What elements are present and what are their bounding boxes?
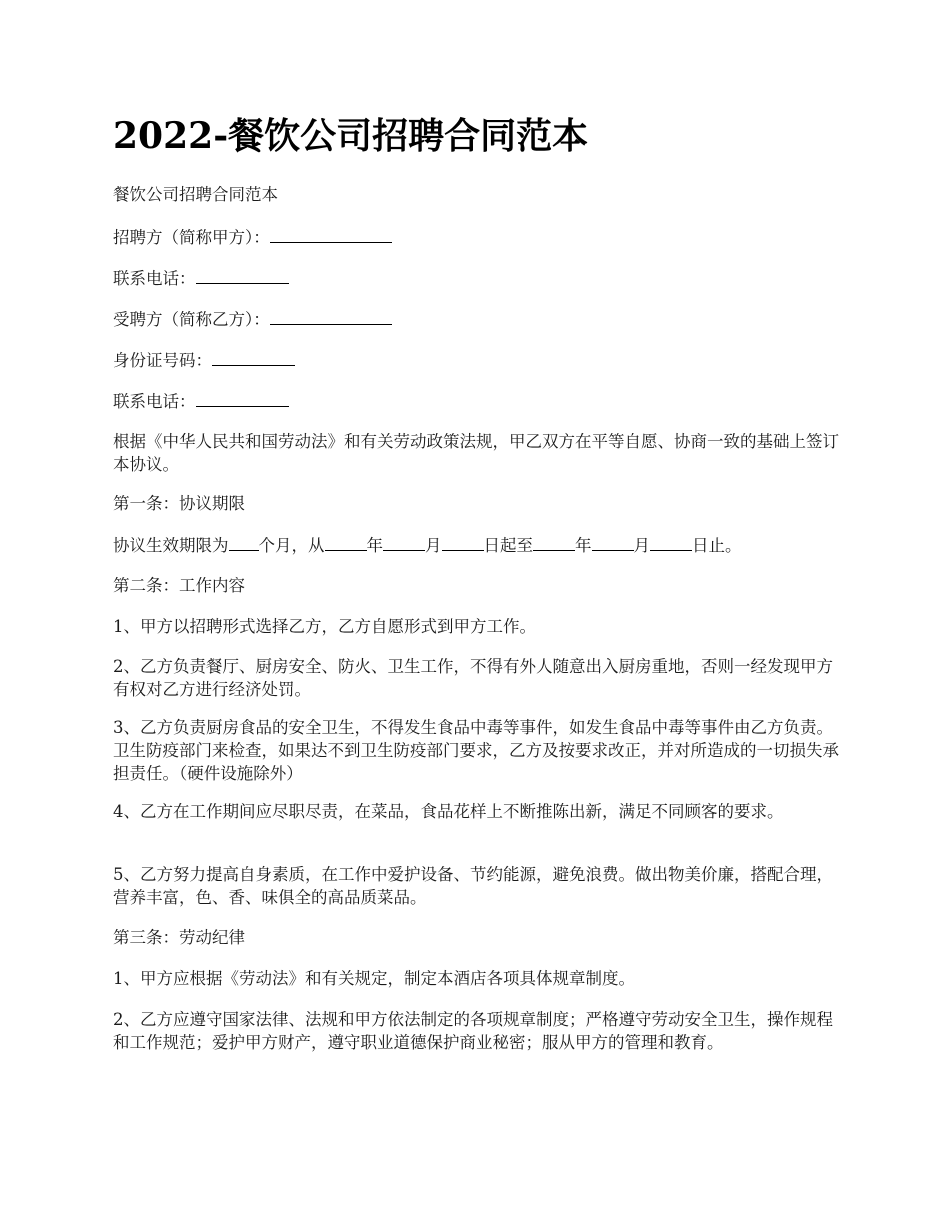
employee-phone-field (113, 389, 843, 413)
article2-item: 4、乙方在工作期间应尽职尽责，在菜品，食品花样上不断推陈出新，满足不同顾客的要求。 (113, 802, 784, 821)
term-text-part: 日止。 (692, 536, 742, 555)
article2-heading: 第二条：工作内容 (113, 576, 245, 595)
employee-field (113, 307, 843, 331)
term-text-part: 年 (575, 536, 592, 555)
end-day-blank (650, 533, 692, 551)
employer-label: 招聘方（简称甲方）： (113, 228, 270, 247)
term-text-part: 协议生效期限为 (113, 536, 229, 555)
term-text-part: 月 (633, 536, 650, 555)
article2-item: 2、乙方负责餐厅、厨房安全、防火、卫生工作，不得有外人随意出入厨房重地，否则一经发现甲方有权对乙方进行经济处罚。 (113, 657, 833, 699)
employer-blank (270, 225, 392, 243)
start-month-blank (383, 533, 425, 551)
term-text-part: 年 (366, 536, 383, 555)
start-year-blank (325, 533, 367, 551)
intro-paragraph: 根据《中华人民共和国劳动法》和有关劳动政策法规，甲乙双方在平等自愿、协商一致的基础上签订本协议。 (113, 432, 839, 474)
employee-phone-label: 联系电话： (113, 392, 196, 411)
document-subtitle: 餐饮公司招聘合同范本 (113, 185, 278, 204)
id-number-field (113, 348, 843, 372)
employer-field (113, 225, 843, 249)
article1-term-text (113, 533, 843, 557)
end-month-blank (592, 533, 634, 551)
article3-heading: 第三条：劳动纪律 (113, 928, 245, 947)
start-day-blank (442, 533, 484, 551)
id-number-label: 身份证号码： (113, 351, 212, 370)
article2-item: 5、乙方努力提高自身素质，在工作中爱护设备、节约能源，避免浪费。做出物美价廉，搭配合理，营养丰富，色、香、味俱全的高品质菜品。 (113, 865, 833, 907)
document-title: 2022-餐饮公司招聘合同范本 (113, 115, 589, 157)
term-text-part: 个月，从 (258, 536, 325, 555)
months-blank (229, 533, 259, 551)
end-year-blank (533, 533, 575, 551)
employer-phone-field (113, 266, 843, 290)
article2-item: 1、甲方以招聘形式选择乙方，乙方自愿形式到甲方工作。 (113, 617, 536, 636)
employee-phone-blank (196, 389, 289, 407)
employer-phone-blank (196, 266, 289, 284)
employee-label: 受聘方（简称乙方）： (113, 310, 270, 329)
term-text-part: 日起至 (483, 536, 533, 555)
employer-phone-label: 联系电话： (113, 269, 196, 288)
article3-item: 2、乙方应遵守国家法律、法规和甲方依法制定的各项规章制度；严格遵守劳动安全卫生，操作规程和工作规范；爱护甲方财产，遵守职业道德保护商业秘密；服从甲方的管理和教育。 (113, 1010, 833, 1052)
term-text-part: 月 (425, 536, 442, 555)
employee-blank (270, 307, 392, 325)
article2-item: 3、乙方负责厨房食品的安全卫生，不得发生食品中毒等事件，如发生食品中毒等事件由乙方负责。卫生防疫部门来检查，如果达不到卫生防疫部门要求，乙方及按要求改正，并对所造成的一切损失承担责任。（硬件设施除外） (113, 718, 839, 783)
article3-item: 1、甲方应根据《劳动法》和有关规定，制定本酒店各项具体规章制度。 (113, 969, 635, 988)
id-number-blank (212, 348, 295, 366)
article1-heading: 第一条：协议期限 (113, 494, 245, 513)
